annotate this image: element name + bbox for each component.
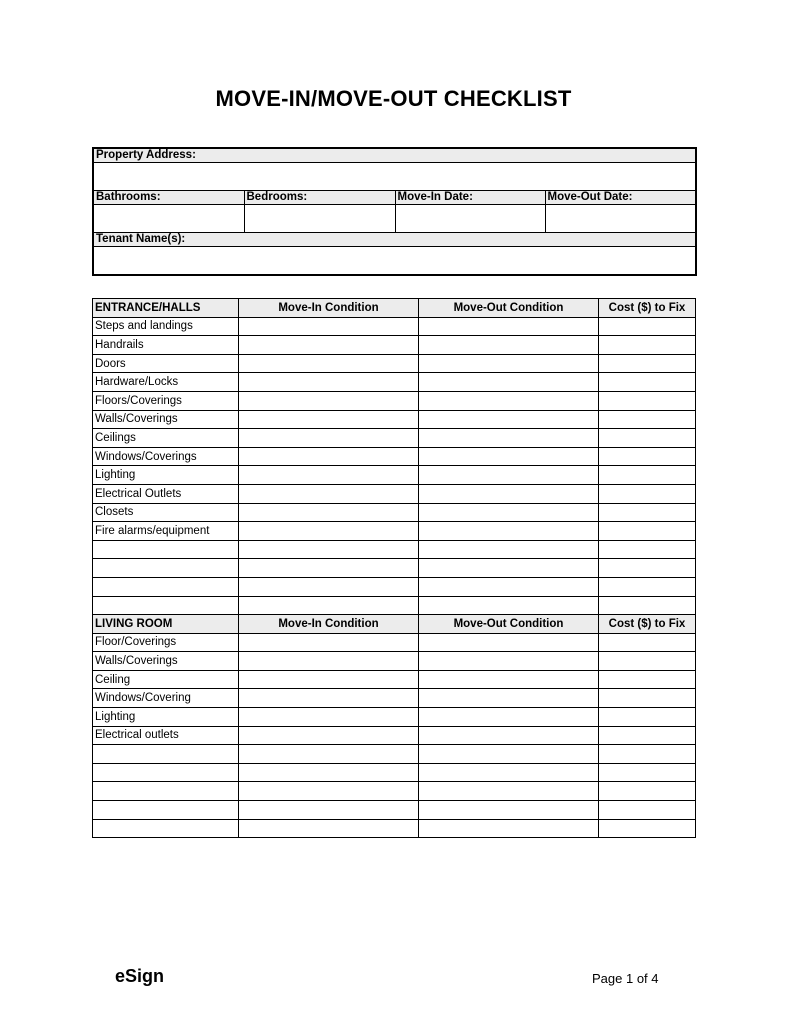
move-out-condition-cell[interactable] bbox=[419, 373, 599, 392]
item-label: Steps and landings bbox=[93, 317, 239, 336]
move-in-condition-cell[interactable] bbox=[239, 577, 419, 596]
move-out-condition-cell[interactable] bbox=[419, 410, 599, 429]
move-out-condition-cell[interactable] bbox=[419, 782, 599, 801]
item-label: Floors/Coverings bbox=[93, 391, 239, 410]
move-in-condition-cell[interactable] bbox=[239, 540, 419, 559]
checklist-row bbox=[93, 503, 696, 522]
checklist-row bbox=[93, 633, 696, 652]
item-label: Windows/Coverings bbox=[93, 447, 239, 466]
move-in-condition-cell[interactable] bbox=[239, 466, 419, 485]
checklist-row bbox=[93, 410, 696, 429]
move-out-condition-cell[interactable] bbox=[419, 354, 599, 373]
column-header-move-out-condition: Move-Out Condition bbox=[419, 299, 599, 318]
move-in-condition-cell[interactable] bbox=[239, 689, 419, 708]
move-out-condition-cell[interactable] bbox=[419, 503, 599, 522]
cost-to-fix-cell[interactable] bbox=[599, 708, 696, 727]
move-in-condition-cell[interactable] bbox=[239, 745, 419, 764]
checklist-row bbox=[93, 596, 696, 615]
cost-to-fix-cell[interactable] bbox=[599, 633, 696, 652]
cost-to-fix-cell[interactable] bbox=[599, 670, 696, 689]
cost-to-fix-cell[interactable] bbox=[599, 484, 696, 503]
section-header-row bbox=[93, 615, 696, 634]
cost-to-fix-cell[interactable] bbox=[599, 373, 696, 392]
move-in-condition-cell[interactable] bbox=[239, 447, 419, 466]
move-out-date-field[interactable] bbox=[545, 205, 696, 233]
property-address-label: Property Address: bbox=[93, 148, 696, 163]
item-label[interactable] bbox=[93, 745, 239, 764]
item-label: Closets bbox=[93, 503, 239, 522]
cost-to-fix-cell[interactable] bbox=[599, 466, 696, 485]
move-in-condition-cell[interactable] bbox=[239, 670, 419, 689]
move-in-date-label: Move-In Date: bbox=[395, 191, 545, 205]
cost-to-fix-cell[interactable] bbox=[599, 410, 696, 429]
move-out-condition-cell[interactable] bbox=[419, 763, 599, 782]
checklist-row bbox=[93, 466, 696, 485]
move-out-condition-cell[interactable] bbox=[419, 466, 599, 485]
item-label[interactable] bbox=[93, 801, 239, 820]
item-label: Handrails bbox=[93, 336, 239, 355]
checklist-row bbox=[93, 391, 696, 410]
item-label: Lighting bbox=[93, 708, 239, 727]
column-header-cost-to-fix: Cost ($) to Fix bbox=[599, 299, 696, 318]
move-out-condition-cell[interactable] bbox=[419, 559, 599, 578]
move-out-condition-cell[interactable] bbox=[419, 801, 599, 820]
cost-to-fix-cell[interactable] bbox=[599, 354, 696, 373]
bedrooms-field[interactable] bbox=[244, 205, 395, 233]
move-out-condition-cell[interactable] bbox=[419, 596, 599, 615]
move-out-condition-cell[interactable] bbox=[419, 670, 599, 689]
move-in-condition-cell[interactable] bbox=[239, 410, 419, 429]
cost-to-fix-cell[interactable] bbox=[599, 689, 696, 708]
cost-to-fix-cell[interactable] bbox=[599, 429, 696, 448]
item-label: Hardware/Locks bbox=[93, 373, 239, 392]
item-label: Doors bbox=[93, 354, 239, 373]
move-out-condition-cell[interactable] bbox=[419, 447, 599, 466]
bathrooms-label: Bathrooms: bbox=[93, 191, 244, 205]
move-out-condition-cell[interactable] bbox=[419, 819, 599, 838]
item-label[interactable] bbox=[93, 540, 239, 559]
checklist-row bbox=[93, 670, 696, 689]
move-in-condition-cell[interactable] bbox=[239, 652, 419, 671]
move-in-condition-cell[interactable] bbox=[239, 782, 419, 801]
move-in-date-field[interactable] bbox=[395, 205, 545, 233]
move-out-condition-cell[interactable] bbox=[419, 336, 599, 355]
cost-to-fix-cell[interactable] bbox=[599, 596, 696, 615]
bedrooms-label: Bedrooms: bbox=[244, 191, 395, 205]
move-out-condition-cell[interactable] bbox=[419, 540, 599, 559]
item-label: Walls/Coverings bbox=[93, 410, 239, 429]
item-label: Ceiling bbox=[93, 670, 239, 689]
page-number: Page 1 of 4 bbox=[592, 971, 659, 986]
property-address-field[interactable] bbox=[93, 163, 696, 191]
checklist-row bbox=[93, 689, 696, 708]
item-label: Floor/Coverings bbox=[93, 633, 239, 652]
move-out-condition-cell[interactable] bbox=[419, 484, 599, 503]
move-in-condition-cell[interactable] bbox=[239, 559, 419, 578]
cost-to-fix-cell[interactable] bbox=[599, 745, 696, 764]
checklist-row bbox=[93, 354, 696, 373]
checklist-row bbox=[93, 484, 696, 503]
move-out-condition-cell[interactable] bbox=[419, 708, 599, 727]
move-in-condition-cell[interactable] bbox=[239, 503, 419, 522]
move-out-condition-cell[interactable] bbox=[419, 317, 599, 336]
checklist-row bbox=[93, 522, 696, 541]
checklist-row bbox=[93, 540, 696, 559]
move-out-condition-cell[interactable] bbox=[419, 577, 599, 596]
move-in-condition-cell[interactable] bbox=[239, 336, 419, 355]
move-in-condition-cell[interactable] bbox=[239, 391, 419, 410]
checklist-row bbox=[93, 559, 696, 578]
esign-logo: eSign bbox=[115, 966, 165, 986]
move-out-date-label: Move-Out Date: bbox=[545, 191, 696, 205]
move-in-condition-cell[interactable] bbox=[239, 801, 419, 820]
checklist-row bbox=[93, 726, 696, 745]
move-in-condition-cell[interactable] bbox=[239, 633, 419, 652]
item-label: Windows/Covering bbox=[93, 689, 239, 708]
cost-to-fix-cell[interactable] bbox=[599, 559, 696, 578]
checklist-row bbox=[93, 336, 696, 355]
move-out-condition-cell[interactable] bbox=[419, 652, 599, 671]
move-in-condition-cell[interactable] bbox=[239, 522, 419, 541]
item-label: Fire alarms/equipment bbox=[93, 522, 239, 541]
move-out-condition-cell[interactable] bbox=[419, 689, 599, 708]
move-out-condition-cell[interactable] bbox=[419, 522, 599, 541]
cost-to-fix-cell[interactable] bbox=[599, 391, 696, 410]
checklist-row bbox=[93, 652, 696, 671]
cost-to-fix-cell[interactable] bbox=[599, 522, 696, 541]
move-in-condition-cell[interactable] bbox=[239, 726, 419, 745]
move-in-condition-cell[interactable] bbox=[239, 373, 419, 392]
checklist-row bbox=[93, 819, 696, 838]
cost-to-fix-cell[interactable] bbox=[599, 819, 696, 838]
column-header-cost-to-fix: Cost ($) to Fix bbox=[599, 615, 696, 634]
cost-to-fix-cell[interactable] bbox=[599, 726, 696, 745]
move-out-condition-cell[interactable] bbox=[419, 726, 599, 745]
item-label[interactable] bbox=[93, 596, 239, 615]
item-label[interactable] bbox=[93, 819, 239, 838]
checklist-row bbox=[93, 782, 696, 801]
checklist-row bbox=[93, 745, 696, 764]
checklist-table bbox=[92, 298, 696, 838]
cost-to-fix-cell[interactable] bbox=[599, 763, 696, 782]
cost-to-fix-cell[interactable] bbox=[599, 540, 696, 559]
cost-to-fix-cell[interactable] bbox=[599, 447, 696, 466]
cost-to-fix-cell[interactable] bbox=[599, 801, 696, 820]
checklist-row bbox=[93, 577, 696, 596]
cost-to-fix-cell[interactable] bbox=[599, 503, 696, 522]
move-out-condition-cell[interactable] bbox=[419, 391, 599, 410]
item-label: Walls/Coverings bbox=[93, 652, 239, 671]
item-label[interactable] bbox=[93, 782, 239, 801]
move-in-condition-cell[interactable] bbox=[239, 354, 419, 373]
move-in-condition-cell[interactable] bbox=[239, 708, 419, 727]
cost-to-fix-cell[interactable] bbox=[599, 336, 696, 355]
checklist-row bbox=[93, 373, 696, 392]
section-header-row bbox=[93, 299, 696, 318]
move-out-condition-cell[interactable] bbox=[419, 633, 599, 652]
item-label: Ceilings bbox=[93, 429, 239, 448]
move-out-condition-cell[interactable] bbox=[419, 429, 599, 448]
item-label: Electrical Outlets bbox=[93, 484, 239, 503]
document-title: MOVE-IN/MOVE-OUT CHECKLIST bbox=[215, 86, 572, 111]
property-info-table bbox=[92, 147, 697, 276]
checklist-row bbox=[93, 429, 696, 448]
checklist-row bbox=[93, 763, 696, 782]
section-title: LIVING ROOM bbox=[93, 615, 239, 634]
cost-to-fix-cell[interactable] bbox=[599, 652, 696, 671]
move-in-condition-cell[interactable] bbox=[239, 317, 419, 336]
item-label[interactable] bbox=[93, 763, 239, 782]
column-header-move-out-condition: Move-Out Condition bbox=[419, 615, 599, 634]
item-label[interactable] bbox=[93, 577, 239, 596]
checklist-row bbox=[93, 801, 696, 820]
item-label: Electrical outlets bbox=[93, 726, 239, 745]
checklist-row bbox=[93, 317, 696, 336]
cost-to-fix-cell[interactable] bbox=[599, 782, 696, 801]
move-in-condition-cell[interactable] bbox=[239, 429, 419, 448]
checklist-row bbox=[93, 447, 696, 466]
item-label[interactable] bbox=[93, 559, 239, 578]
move-out-condition-cell[interactable] bbox=[419, 745, 599, 764]
bathrooms-field[interactable] bbox=[93, 205, 244, 233]
move-in-condition-cell[interactable] bbox=[239, 819, 419, 838]
section-title: ENTRANCE/HALLS bbox=[93, 299, 239, 318]
item-label: Lighting bbox=[93, 466, 239, 485]
cost-to-fix-cell[interactable] bbox=[599, 577, 696, 596]
column-header-move-in-condition: Move-In Condition bbox=[239, 299, 419, 318]
cost-to-fix-cell[interactable] bbox=[599, 317, 696, 336]
checklist-row bbox=[93, 708, 696, 727]
move-in-condition-cell[interactable] bbox=[239, 763, 419, 782]
move-in-condition-cell[interactable] bbox=[239, 484, 419, 503]
column-header-move-in-condition: Move-In Condition bbox=[239, 615, 419, 634]
tenant-names-field[interactable] bbox=[93, 247, 696, 276]
move-in-condition-cell[interactable] bbox=[239, 596, 419, 615]
tenant-names-label: Tenant Name(s): bbox=[93, 233, 696, 247]
